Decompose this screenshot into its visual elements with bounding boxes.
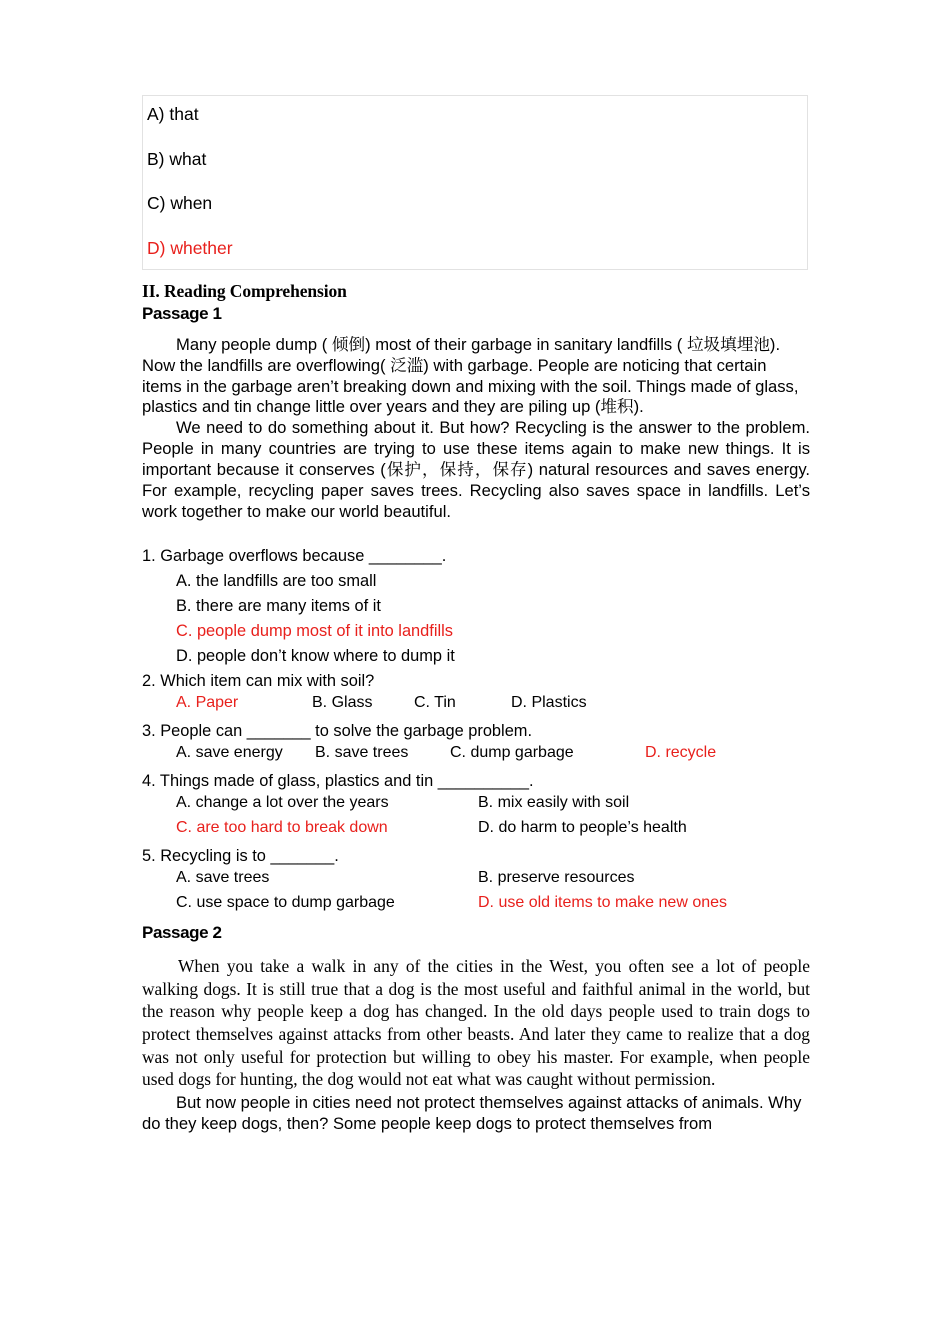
question-5-stem: 5. Recycling is to _______. xyxy=(142,846,339,865)
question-5-options-row-1 xyxy=(142,869,810,894)
question-2-option-c[interactable]: C. Tin xyxy=(414,693,456,711)
question-1-stem: 1. Garbage overflows because ________. xyxy=(142,547,447,566)
question-3-options xyxy=(142,744,810,769)
passage1-heading: Passage 1 xyxy=(142,303,222,323)
question-2-option-b[interactable]: B. Glass xyxy=(312,693,373,711)
question-3-option-c[interactable]: C. dump garbage xyxy=(450,743,574,761)
question-3-option-a[interactable]: A. save energy xyxy=(176,743,283,761)
question-3-option-b[interactable]: B. save trees xyxy=(315,743,409,761)
page-content xyxy=(142,95,810,1135)
passage2-heading: Passage 2 xyxy=(142,922,222,942)
option-row-c[interactable]: C) when xyxy=(147,193,213,213)
section-heading: II. Reading Comprehension xyxy=(142,281,347,301)
option-row-a[interactable]: A) that xyxy=(147,104,199,124)
answer-options-table xyxy=(142,95,808,270)
passage1-paragraph-1: Many people dump ( 倾倒) most of their garbage in sanitary landfills ( 垃圾填埋池). Now the landfills are overflowing( 泛滥) with garbage. People are noticing that certain items in the garbage aren’t breaking down and mixing with the soil. Things made of glass, plastics and tin change little over years and they are piling up (堆积). xyxy=(142,335,799,417)
question-5-option-d[interactable]: D. use old items to make new ones xyxy=(478,893,728,911)
question-2-stem: 2. Which item can mix with soil? xyxy=(142,672,375,691)
question-5-option-c[interactable]: C. use space to dump garbage xyxy=(176,893,395,911)
question-4-options-row-2 xyxy=(142,819,810,844)
question-4-stem: 4. Things made of glass, plastics and tin __________. xyxy=(142,771,534,790)
question-4-option-a[interactable]: A. change a lot over the years xyxy=(176,793,389,811)
question-4-options-row-1 xyxy=(142,794,810,819)
passage1-paragraph-2: We need to do something about it. But how? Recycling is the answer to the problem. People in many countries are trying to use these items again to make new things. It is important because it conserves (保护，保持，保存) natural resources and saves energy. For example, recycling paper saves trees. Recycling also saves space in landfills. Let’s work together to make our world beautiful. xyxy=(142,418,810,521)
question-3-stem: 3. People can _______ to solve the garbage problem. xyxy=(142,721,533,740)
question-1-option-c[interactable]: C. people dump most of it into landfills xyxy=(176,622,453,641)
passage2-paragraph-2: But now people in cities need not protect themselves against attacks of animals. Why do they keep dogs, then? Some people keep dogs to protect themselves from xyxy=(142,1092,802,1133)
question-1-option-a[interactable]: A. the landfills are too small xyxy=(176,572,377,591)
question-4-option-c[interactable]: C. are too hard to break down xyxy=(176,818,388,836)
question-2-option-a[interactable]: A. Paper xyxy=(176,693,239,711)
question-2-options xyxy=(142,694,810,719)
passage1-questions xyxy=(142,544,810,918)
question-5-option-b[interactable]: B. preserve resources xyxy=(478,868,635,886)
option-row-b[interactable]: B) what xyxy=(147,148,207,169)
question-2-option-d[interactable]: D. Plastics xyxy=(511,693,587,711)
question-1-option-d[interactable]: D. people don’t know where to dump it xyxy=(176,647,455,666)
question-3-option-d[interactable]: D. recycle xyxy=(645,743,717,761)
question-4-option-d[interactable]: D. do harm to people’s health xyxy=(478,818,687,836)
question-5-option-a[interactable]: A. save trees xyxy=(176,868,270,886)
question-5-options-row-2 xyxy=(142,894,810,919)
option-row-d[interactable]: D) whether xyxy=(147,237,233,258)
question-4-option-b[interactable]: B. mix easily with soil xyxy=(478,793,630,811)
question-1-option-b[interactable]: B. there are many items of it xyxy=(176,597,381,616)
passage2-paragraph-1: When you take a walk in any of the cities in the West, you often see a lot of people walking dogs. It is still true that a dog is the most useful and faithful animal in the world, but the reason why people keep a dog has changed. In the old days people used to train dogs to protect themselves against attacks from other beasts. And later they came to realize that a dog was not only useful for protection but willing to obey his master. For example, when people used dogs for hunting, the dog would not eat what was caught without permission. xyxy=(142,956,810,1090)
